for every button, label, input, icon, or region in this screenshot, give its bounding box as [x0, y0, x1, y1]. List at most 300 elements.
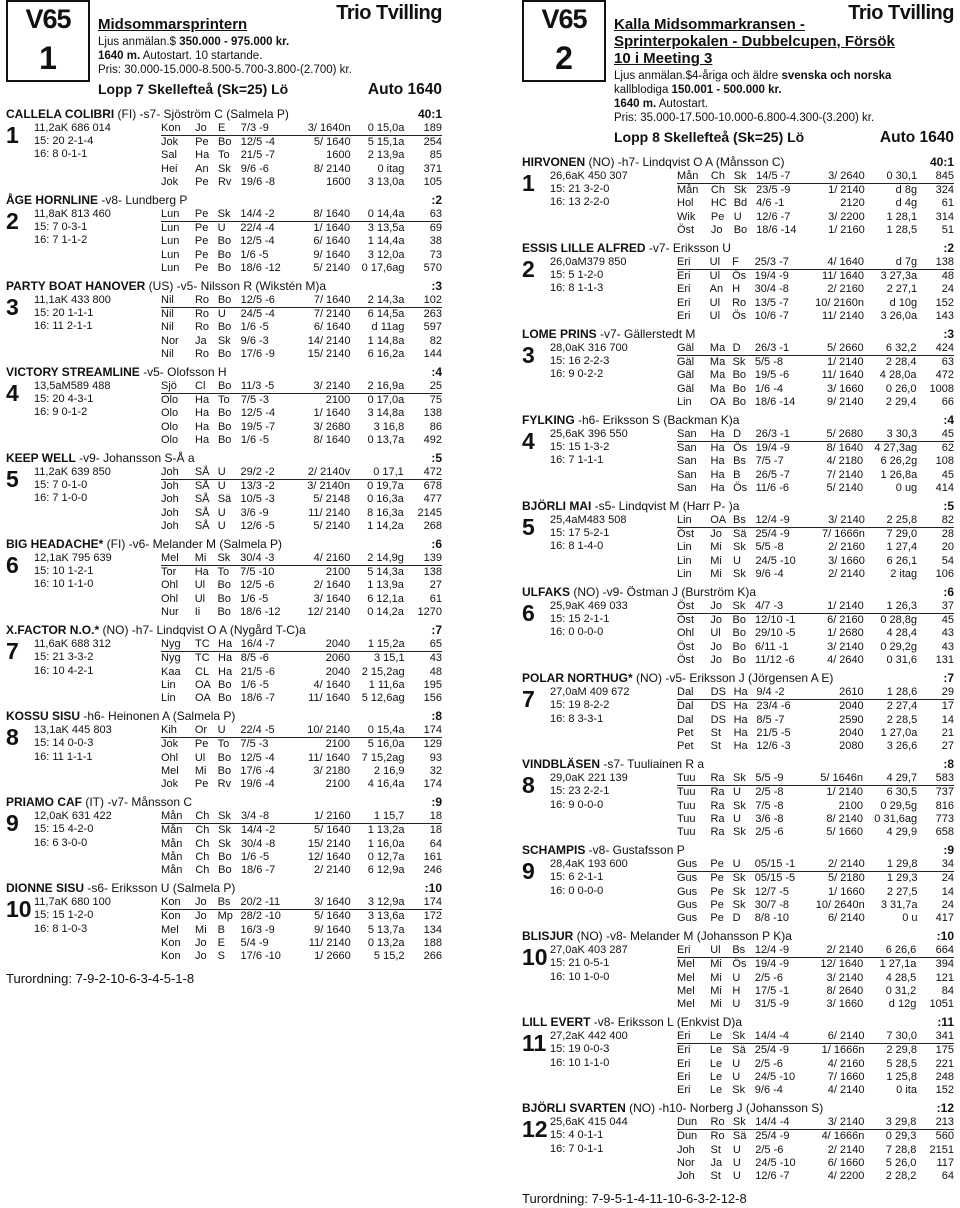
start-cell: Mel	[161, 552, 195, 566]
start-row	[677, 858, 954, 872]
start-cell: 7/ 2140	[826, 468, 864, 481]
start-cell: 2/5 -6	[755, 825, 784, 838]
start-cell: SÅ	[194, 493, 210, 506]
start-cell: 10/ 2140	[285, 724, 350, 738]
start-cell: 3/ 2640	[801, 170, 864, 184]
start-cell: U	[732, 971, 741, 984]
start-cell: Bo	[217, 605, 231, 618]
horse-details: -h6- Eriksson S (Backman K)a	[574, 413, 740, 428]
start-cell: 6 30,5	[886, 786, 918, 799]
start-cell: 3/ 1660	[828, 554, 865, 567]
start-cell: 2040	[285, 638, 350, 652]
start-row	[161, 434, 442, 447]
start-cell: 2/ 2160	[827, 283, 865, 296]
start-cell: 3 31,7a	[880, 898, 918, 911]
horse-title-left	[522, 843, 685, 858]
start-cell: 2/ 2140	[828, 567, 865, 580]
horse-body	[522, 686, 954, 753]
start-cell: Öst	[677, 600, 710, 614]
start-row	[161, 262, 442, 275]
race-column-left	[6, 0, 442, 986]
horse-body	[522, 772, 954, 839]
start-cell: 2/5 -8	[755, 786, 784, 799]
start-cell: Ul	[194, 592, 206, 605]
start-cell: 12/5 -6	[240, 579, 275, 592]
start-cell: Dun	[677, 1130, 698, 1143]
start-cell: Ös	[733, 442, 748, 455]
start-cell: 1 14,8a	[367, 334, 405, 347]
start-cell: Ohl	[161, 592, 179, 605]
start-cell: 73	[429, 248, 442, 261]
start-row	[161, 421, 442, 434]
start-cell: 4 28,4	[886, 627, 918, 640]
start-cell: 143	[935, 309, 954, 322]
start-cell: Jo	[195, 896, 218, 910]
start-cell: Mån	[677, 170, 711, 184]
start-cell: U	[733, 210, 742, 223]
start-row	[161, 864, 442, 877]
start-cell: 18/6 -12	[240, 261, 281, 274]
start-cell: Ohl	[677, 627, 695, 640]
start-cell: 28	[941, 528, 954, 541]
start-cell: Bo	[217, 592, 231, 605]
horse-title-left	[6, 537, 282, 552]
start-cell: 3 13,0a	[367, 175, 405, 188]
start-cell: 66	[941, 395, 954, 408]
horse-stats	[550, 514, 626, 554]
horse-title-left	[522, 585, 756, 600]
start-cell: 2/ 1640	[313, 579, 351, 592]
start-cell: 2040	[839, 726, 864, 739]
start-row	[677, 972, 954, 985]
horse-stats	[34, 638, 111, 678]
stat-line: 15: 16 2-2-3	[550, 355, 610, 368]
start-cell: 29/10 -5	[755, 627, 796, 640]
start-cell: 4 29,7	[863, 772, 917, 786]
start-cell: Olo	[161, 433, 179, 446]
horse-entry	[6, 451, 442, 537]
start-cell: Ha	[710, 455, 725, 468]
race-info-text: Ljus anmälan.$4-åriga och äldre	[614, 70, 782, 82]
start-cell: Öst	[677, 223, 695, 236]
start-cell: Pe	[194, 261, 209, 274]
horse-entry	[6, 881, 442, 967]
stat-line: 15: 7 0-3-1	[34, 221, 88, 234]
horse-body	[522, 428, 954, 495]
start-cell: 12/6 -3	[756, 739, 791, 752]
start-row	[677, 700, 954, 714]
start-cell: Nyg	[161, 652, 181, 665]
horse-name: HIRVONEN	[522, 155, 586, 169]
start-cell: 2/ 2140	[800, 858, 865, 872]
race-info-text: kallblodiga	[614, 84, 672, 96]
start-cell: 11/ 2140	[308, 506, 351, 519]
start-row	[677, 383, 954, 396]
race-info-line	[614, 111, 891, 125]
start-cell: 23/5 -9	[756, 184, 791, 197]
horse-details: -v8- Lundberg P	[98, 193, 188, 208]
start-cell: 417	[935, 911, 954, 924]
start-cell: 1 26,8a	[880, 468, 918, 481]
horse-body	[522, 256, 954, 323]
start-cell: 18/6 -14	[756, 223, 797, 236]
start-cell: Ul	[709, 296, 721, 309]
start-cell: Ul	[709, 309, 721, 322]
start-cell: 324	[935, 184, 954, 197]
horse-entry	[522, 1101, 954, 1187]
start-cell: Öst	[677, 528, 695, 541]
stat-line: 25,4aM483 508	[550, 514, 627, 527]
start-cell: 341	[917, 1030, 954, 1044]
start-cell: Ha	[710, 442, 725, 455]
horse-details: -v8- Gustafsson P	[585, 843, 685, 858]
start-cell: 3/ 2140	[801, 514, 865, 528]
start-cell: Pe	[710, 210, 725, 223]
start-cell: 1 14,2a	[367, 519, 404, 532]
start-cell: Hol	[677, 197, 694, 210]
start-cell: 131	[935, 653, 954, 666]
horse-title	[522, 929, 954, 944]
start-cell: 13/3 -2	[240, 480, 275, 493]
start-cell: 1/ 1666n	[821, 1044, 865, 1057]
start-cell: 1600	[326, 175, 351, 188]
start-cell: 1/6 -5	[240, 850, 270, 863]
start-row	[677, 528, 954, 542]
start-row	[161, 652, 442, 666]
stat-line: 11,1aK 433 800	[34, 294, 111, 307]
start-cell: 248	[935, 1070, 954, 1083]
start-cell: 144	[423, 347, 442, 360]
stat-line: 15: 21 3-3-2	[34, 651, 94, 664]
starts-table	[677, 858, 954, 925]
start-row	[677, 541, 954, 554]
start-cell: 3 26,0a	[880, 309, 918, 322]
start-cell: Mel	[677, 971, 695, 984]
stat-line: 15: 20 2-1-4	[34, 135, 94, 148]
start-cell: H	[732, 283, 741, 296]
start-cell: 2100	[325, 394, 351, 407]
stat-line: 26,0aM379 850	[550, 256, 627, 269]
stat-line: 15: 10 1-2-1	[34, 565, 94, 578]
start-cell: Ha	[195, 394, 210, 407]
horse-odds: :4	[943, 413, 954, 428]
start-cell: 24	[941, 898, 954, 911]
horse-stats	[34, 466, 111, 506]
start-cell: 4 28,0a	[879, 369, 917, 382]
start-cell: Kon	[161, 936, 181, 949]
start-cell: Gus	[677, 885, 698, 898]
start-cell: Pe	[194, 235, 209, 248]
start-cell: An	[709, 283, 724, 296]
start-cell: 0 29,3	[885, 1130, 917, 1143]
start-cell: 64	[941, 1169, 954, 1182]
start-cell: Pe	[194, 222, 209, 235]
stat-line: 13,5aM589 488	[34, 380, 111, 393]
horse-entry	[6, 537, 442, 623]
starts-table	[161, 638, 442, 705]
start-cell: 0 31,2	[885, 984, 917, 997]
start-cell: 32	[429, 764, 442, 777]
start-row	[677, 786, 954, 800]
start-row	[677, 224, 954, 237]
start-cell: Mi	[710, 997, 722, 1010]
start-cell: Sk	[732, 799, 746, 812]
start-row	[677, 727, 954, 740]
horse-odds: :10	[936, 929, 954, 944]
stat-line: 25,6aK 415 044	[550, 1116, 628, 1129]
start-cell: Jok	[161, 175, 179, 188]
starts-table	[161, 380, 442, 447]
race-info-text: Ljus anmälan.$	[98, 36, 180, 48]
horse-separator	[6, 963, 442, 967]
start-cell: 48	[941, 270, 954, 283]
start-row	[677, 568, 954, 581]
start-cell: 2 16,9	[373, 764, 405, 777]
start-cell: Olo	[161, 420, 179, 433]
start-cell: Gus	[677, 911, 698, 924]
start-cell: San	[677, 468, 697, 481]
start-cell: D	[733, 342, 755, 356]
start-cell: 8/ 2140	[826, 812, 864, 825]
start-cell: 18/6 -7	[240, 691, 276, 704]
horse-entry	[6, 709, 442, 795]
start-cell: 5/ 2148	[313, 493, 351, 506]
start-cell: 8/ 1640	[286, 208, 350, 222]
horse-details: -v8- Eriksson L (Enkvist D)a	[590, 1015, 743, 1030]
stat-line: 15: 19 0-0-3	[550, 1043, 610, 1056]
turordning: Turordning: 7-9-2-10-6-3-4-5-1-8	[6, 971, 195, 987]
start-cell: 24	[941, 283, 954, 296]
start-row	[677, 800, 954, 813]
start-cell: Ha	[734, 686, 757, 700]
start-row	[161, 579, 442, 592]
start-cell: 45	[941, 614, 954, 627]
horse-details: (NO) -v5- Eriksson J (Jörgensen A E)	[632, 671, 834, 686]
start-cell: 1600	[326, 149, 351, 162]
horse-name: POLAR NORTHUG*	[522, 671, 633, 686]
start-cell: Pe	[710, 872, 724, 885]
stat-line: 25,9aK 469 033	[550, 600, 628, 613]
start-cell: Bo	[217, 407, 232, 420]
start-cell: 1 28,5	[886, 223, 918, 236]
start-cell: Ha	[195, 420, 210, 433]
start-cell: Mi	[195, 923, 207, 936]
start-row	[161, 752, 442, 765]
start-cell: 2145	[417, 506, 442, 519]
horse-body	[6, 208, 442, 275]
start-cell: 5 13,7a	[367, 923, 405, 936]
start-cell: 2100	[325, 738, 351, 751]
start-cell: 12/7 -5	[754, 885, 790, 898]
start-cell: Sk	[732, 898, 746, 911]
start-cell: 7 28,8	[885, 1143, 917, 1156]
start-cell: 138	[423, 566, 442, 579]
race-name	[98, 16, 247, 33]
stat-line: 15: 15 1-3-2	[550, 441, 610, 454]
horse-title-left	[522, 413, 739, 428]
start-cell: 1 14,4a	[367, 235, 405, 248]
start-cell: 4/ 2140	[827, 1083, 865, 1096]
horse-title-left	[522, 1015, 742, 1030]
horse-title	[522, 671, 954, 686]
start-cell: Jo	[195, 910, 207, 923]
horse-stats	[550, 428, 628, 468]
start-cell: Eri	[677, 1057, 691, 1070]
start-cell: Sk	[733, 184, 747, 197]
horse-body	[522, 342, 954, 409]
horse-title	[522, 585, 954, 600]
start-cell: 105	[423, 175, 442, 188]
start-cell: Mel	[677, 958, 695, 971]
race-column-right	[522, 0, 954, 1206]
horse-stats	[550, 600, 628, 640]
start-cell: 1/ 2140	[800, 600, 864, 614]
start-cell: 3/ 2680	[313, 420, 351, 433]
stat-line: 15: 15 2-1-1	[550, 613, 610, 626]
start-cell: 11/3 -5	[241, 380, 286, 394]
start-cell: Sjö	[161, 380, 195, 394]
start-cell: 2060	[325, 652, 351, 665]
start-cell: 16/3 -9	[240, 923, 275, 936]
start-cell: 5/ 2140	[826, 481, 864, 494]
start-cell: 492	[423, 433, 442, 446]
start-cell: 2590	[839, 713, 864, 726]
horse-title-left	[6, 193, 187, 208]
start-cell: Nil	[161, 347, 174, 360]
start-row	[161, 308, 442, 322]
stat-line: 29,0aK 221 139	[550, 772, 628, 785]
start-cell: 268	[423, 519, 442, 532]
horse-stats	[550, 772, 628, 812]
start-row	[161, 765, 442, 778]
start-cell: 2 14,3a	[351, 294, 405, 308]
start-cell: 10/6 -7	[754, 309, 789, 322]
start-cell: 29/2 -2	[240, 466, 285, 480]
horse-details: (NO) -h7- Lindqvist O A (Nygård T-C)a	[99, 623, 306, 638]
start-cell: Bs	[733, 455, 746, 468]
start-cell: 7/ 2140	[313, 308, 351, 321]
start-cell: H	[732, 984, 741, 997]
start-cell: 189	[404, 122, 442, 136]
start-cell: Jok	[161, 136, 179, 149]
start-cell: 138	[917, 256, 954, 270]
start-cell: Sk	[733, 541, 746, 554]
start-cell: Eri	[677, 1083, 691, 1096]
start-cell: 82	[429, 334, 442, 347]
start-cell: 17/6 -10	[240, 949, 281, 962]
start-cell: 21/5 -7	[240, 149, 276, 162]
start-cell: San	[677, 428, 711, 442]
start-row	[677, 197, 954, 210]
start-cell: 12/6 -7	[756, 210, 791, 223]
race-info-text: Autostart.	[656, 98, 708, 110]
start-row	[677, 600, 954, 614]
start-cell: 27	[941, 739, 954, 752]
start-cell: d 10g	[889, 296, 918, 309]
start-cell: 172	[423, 910, 442, 923]
start-cell: 6 16,2a	[367, 347, 405, 360]
start-cell: 7/ 1660	[827, 1070, 865, 1083]
start-cell: 8/ 2140	[313, 162, 351, 175]
start-cell: 1 28,6	[864, 686, 918, 700]
horse-number: 3	[522, 342, 535, 369]
start-row	[161, 692, 442, 705]
horse-stats	[550, 858, 628, 898]
start-cell: 0 13,2a	[367, 936, 405, 949]
start-row	[677, 396, 954, 409]
start-cell: 6/ 1660	[827, 1156, 865, 1169]
start-cell: 12/6 -7	[755, 1169, 790, 1182]
start-cell: Gus	[677, 898, 698, 911]
start-row	[677, 641, 954, 654]
start-cell: Sk	[218, 837, 231, 850]
start-cell: 24/5 -10	[754, 1070, 796, 1083]
race-info-line	[614, 83, 891, 97]
start-cell: 583	[917, 772, 954, 786]
start-cell: Bo	[218, 294, 241, 308]
start-cell: 0 31,6	[886, 653, 918, 666]
stat-line: 11,6aK 688 312	[34, 638, 111, 651]
horse-details: -v5- Olofsson H	[139, 365, 227, 380]
start-cell: U	[732, 1057, 741, 1070]
start-row	[161, 606, 442, 619]
start-cell: 7/5 -10	[240, 566, 275, 579]
start-row	[161, 666, 442, 679]
start-cell: Ha	[733, 739, 748, 752]
start-cell: Ha	[195, 407, 210, 420]
start-cell: 3/6 -9	[240, 506, 269, 519]
start-cell: 48	[429, 665, 442, 678]
start-cell: U	[217, 506, 226, 519]
horse-name: BLISJUR	[522, 929, 574, 944]
race-info-text: Autostart. 10 startande.	[140, 50, 263, 62]
start-cell: 5/4 -9	[240, 936, 269, 949]
horse-title-left	[6, 795, 192, 810]
start-cell: 12/5 -4	[240, 235, 275, 248]
start-cell: 4/7 -3	[755, 600, 800, 614]
start-cell: 2/ 2160	[828, 541, 865, 554]
start-cell: Le	[710, 1030, 732, 1044]
start-cell: 1 28,1	[886, 210, 918, 223]
stat-line: 15: 20 1-1-1	[34, 307, 94, 320]
start-row	[677, 912, 954, 925]
horse-entry	[6, 623, 442, 709]
start-cell: 12/5 -6	[241, 294, 286, 308]
start-cell: Ös	[732, 958, 747, 971]
horse-details: (NO) -h10- Norberg J (Johansson S)	[625, 1101, 824, 1116]
start-cell: 2 28,4	[885, 356, 917, 369]
start-cell: 102	[404, 294, 442, 308]
start-cell: Tuu	[677, 825, 696, 838]
start-cell: 152	[935, 296, 954, 309]
start-cell: Ra	[710, 786, 725, 799]
start-cell: 3/ 2140	[827, 640, 864, 653]
start-cell: 1/ 2140	[826, 786, 864, 799]
start-cell: Pe	[710, 858, 732, 872]
start-cell: 8/5 -6	[240, 652, 269, 665]
start-cell: Sä	[732, 1044, 746, 1057]
horse-body	[522, 1030, 954, 1097]
start-cell: 37	[917, 600, 954, 614]
start-cell: 7/3 -9	[241, 122, 286, 136]
start-cell: 5/ 1640	[313, 824, 351, 837]
start-cell: 1270	[417, 605, 442, 618]
start-cell: Lin	[677, 514, 710, 528]
start-cell: 4/ 2640	[827, 653, 864, 666]
start-cell: Ha	[711, 428, 734, 442]
start-cell: 25	[404, 380, 442, 394]
start-cell: 1/6 -5	[240, 248, 269, 261]
